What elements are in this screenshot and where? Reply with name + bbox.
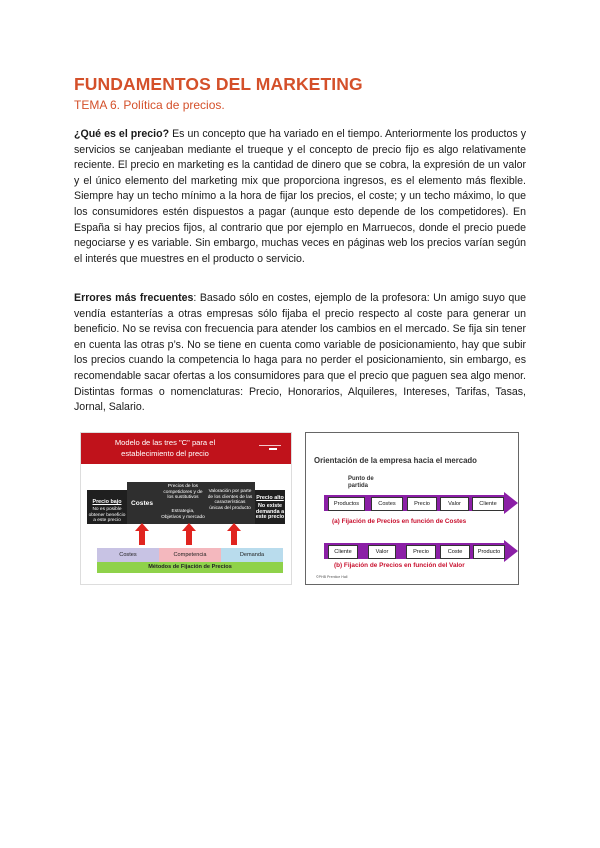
row-a-step: Productos xyxy=(328,497,365,511)
paragraph-what-is-price xyxy=(74,127,526,267)
start-label-line2: partida xyxy=(348,483,369,489)
figure-header-bar xyxy=(81,433,291,464)
figure-market-orientation xyxy=(305,432,519,585)
row-a-step: Cliente xyxy=(472,497,504,511)
customer-value-note: Valoración por parte de los clientes de las características únicas del producto xyxy=(207,489,253,511)
paragraph-body: : Basado sólo en costes, ejemplo de la profesora: Un amigo suyo que vendía estanterías a otras empresas sólo fijaba el precio respecto al coste para generar un beneficio. No se revisa con frecuencia para atender los cambios en el mercado. Se fija sin tener en cuenta las otras p’s. No se tiene en cuenta como variable de posicionamiento, hay que subir los precios cuando la competencia lo haga para no perder el posicionamiento, sin embargo, es recomendable sacar ofertas a los consumidores para que el precio que paguen sea algo menor. Distintas formas o nomenclaturas: Precio, Honorarios, Alquileres, Intereses, Tarifas, Tasas, Jornal, Salario. xyxy=(74,292,527,414)
row-a-step: Precio xyxy=(407,497,437,511)
arrows-icon xyxy=(81,521,291,547)
box-costes: Costes xyxy=(97,548,159,562)
figure-three-c-model xyxy=(80,432,292,585)
start-point-label xyxy=(348,476,374,490)
row-b-step: Precio xyxy=(406,545,436,559)
document-title: FUNDAMENTOS DEL MARKETING xyxy=(74,74,363,94)
precio-bajo-label: Precio bajo xyxy=(92,499,122,505)
row-a-step: Valor xyxy=(440,497,469,511)
figure-title: Orientación de la empresa hacia el mercado xyxy=(314,456,477,465)
row-b-step: Valor xyxy=(368,545,396,559)
box-competencia: Competencia xyxy=(159,548,221,562)
precio-alto-label: Precio alto xyxy=(256,495,284,501)
row-b-step: Producto xyxy=(473,545,505,559)
row-b-step: Coste xyxy=(440,545,470,559)
paragraph-body: Es un concepto que ha variado en el tiempo. Anteriormente los productos y servicios se canjeaban mediante el trueque y el concepto de precio fijo es algo relativamente reciente. El precio en marketing es la cantidad de dinero que se cobra, la expresión de un valor y el único elemento del marketing mix que proporciona ingresos, es el elemento más flexible. Siempre hay un techo mínimo a la hora de fijar los precios, el coste; y un techo máximo, lo que los consumidores estén dispuestos a pagar (aunque esto depende de los competidores). En España si hay precios fijos, al contrario que por ejemplo en Marruecos, donde el precio puede negociarse y es variable. Sin embargo, muchas veces en páginas web los precios varían según el interés que muestres en el producto o servicio. xyxy=(74,128,526,265)
row-b-step: Cliente xyxy=(328,545,358,559)
row-a-step: Costes xyxy=(371,497,403,511)
caption-b: (b) Fijación de Precios en función del Valor xyxy=(334,562,465,569)
paragraph-lead: ¿Qué es el precio? xyxy=(74,128,170,140)
methods-bar: Métodos de Fijación de Precios xyxy=(97,562,283,573)
start-label-line1: Punto de xyxy=(348,476,374,482)
strategy-note: Estrategia, Objetivos y mercado xyxy=(161,509,205,520)
caption-a: (a) Fijación de Precios en función de Costes xyxy=(332,518,467,525)
precio-bajo-note: No es posible obtener beneficio a este precio xyxy=(88,507,126,524)
box-demanda: Demanda xyxy=(221,548,283,562)
publisher-logo-icon xyxy=(259,443,281,451)
document-page xyxy=(74,74,527,414)
competitors-note: Precios de los competidores y de los sustitutivos xyxy=(163,484,203,501)
figure-title: Modelo de las tres "C" para el establecimiento del precio xyxy=(114,438,216,458)
precio-alto-note: No existe demanda a este precio xyxy=(255,503,285,521)
paragraph-lead: Errores más frecuentes xyxy=(74,292,194,304)
document-subtitle: TEMA 6. Política de precios. xyxy=(74,98,225,112)
costes-label: Costes xyxy=(131,500,153,507)
paragraph-frequent-errors xyxy=(74,291,526,416)
figure-footer: ©PHB Prentice Hall xyxy=(316,575,348,579)
